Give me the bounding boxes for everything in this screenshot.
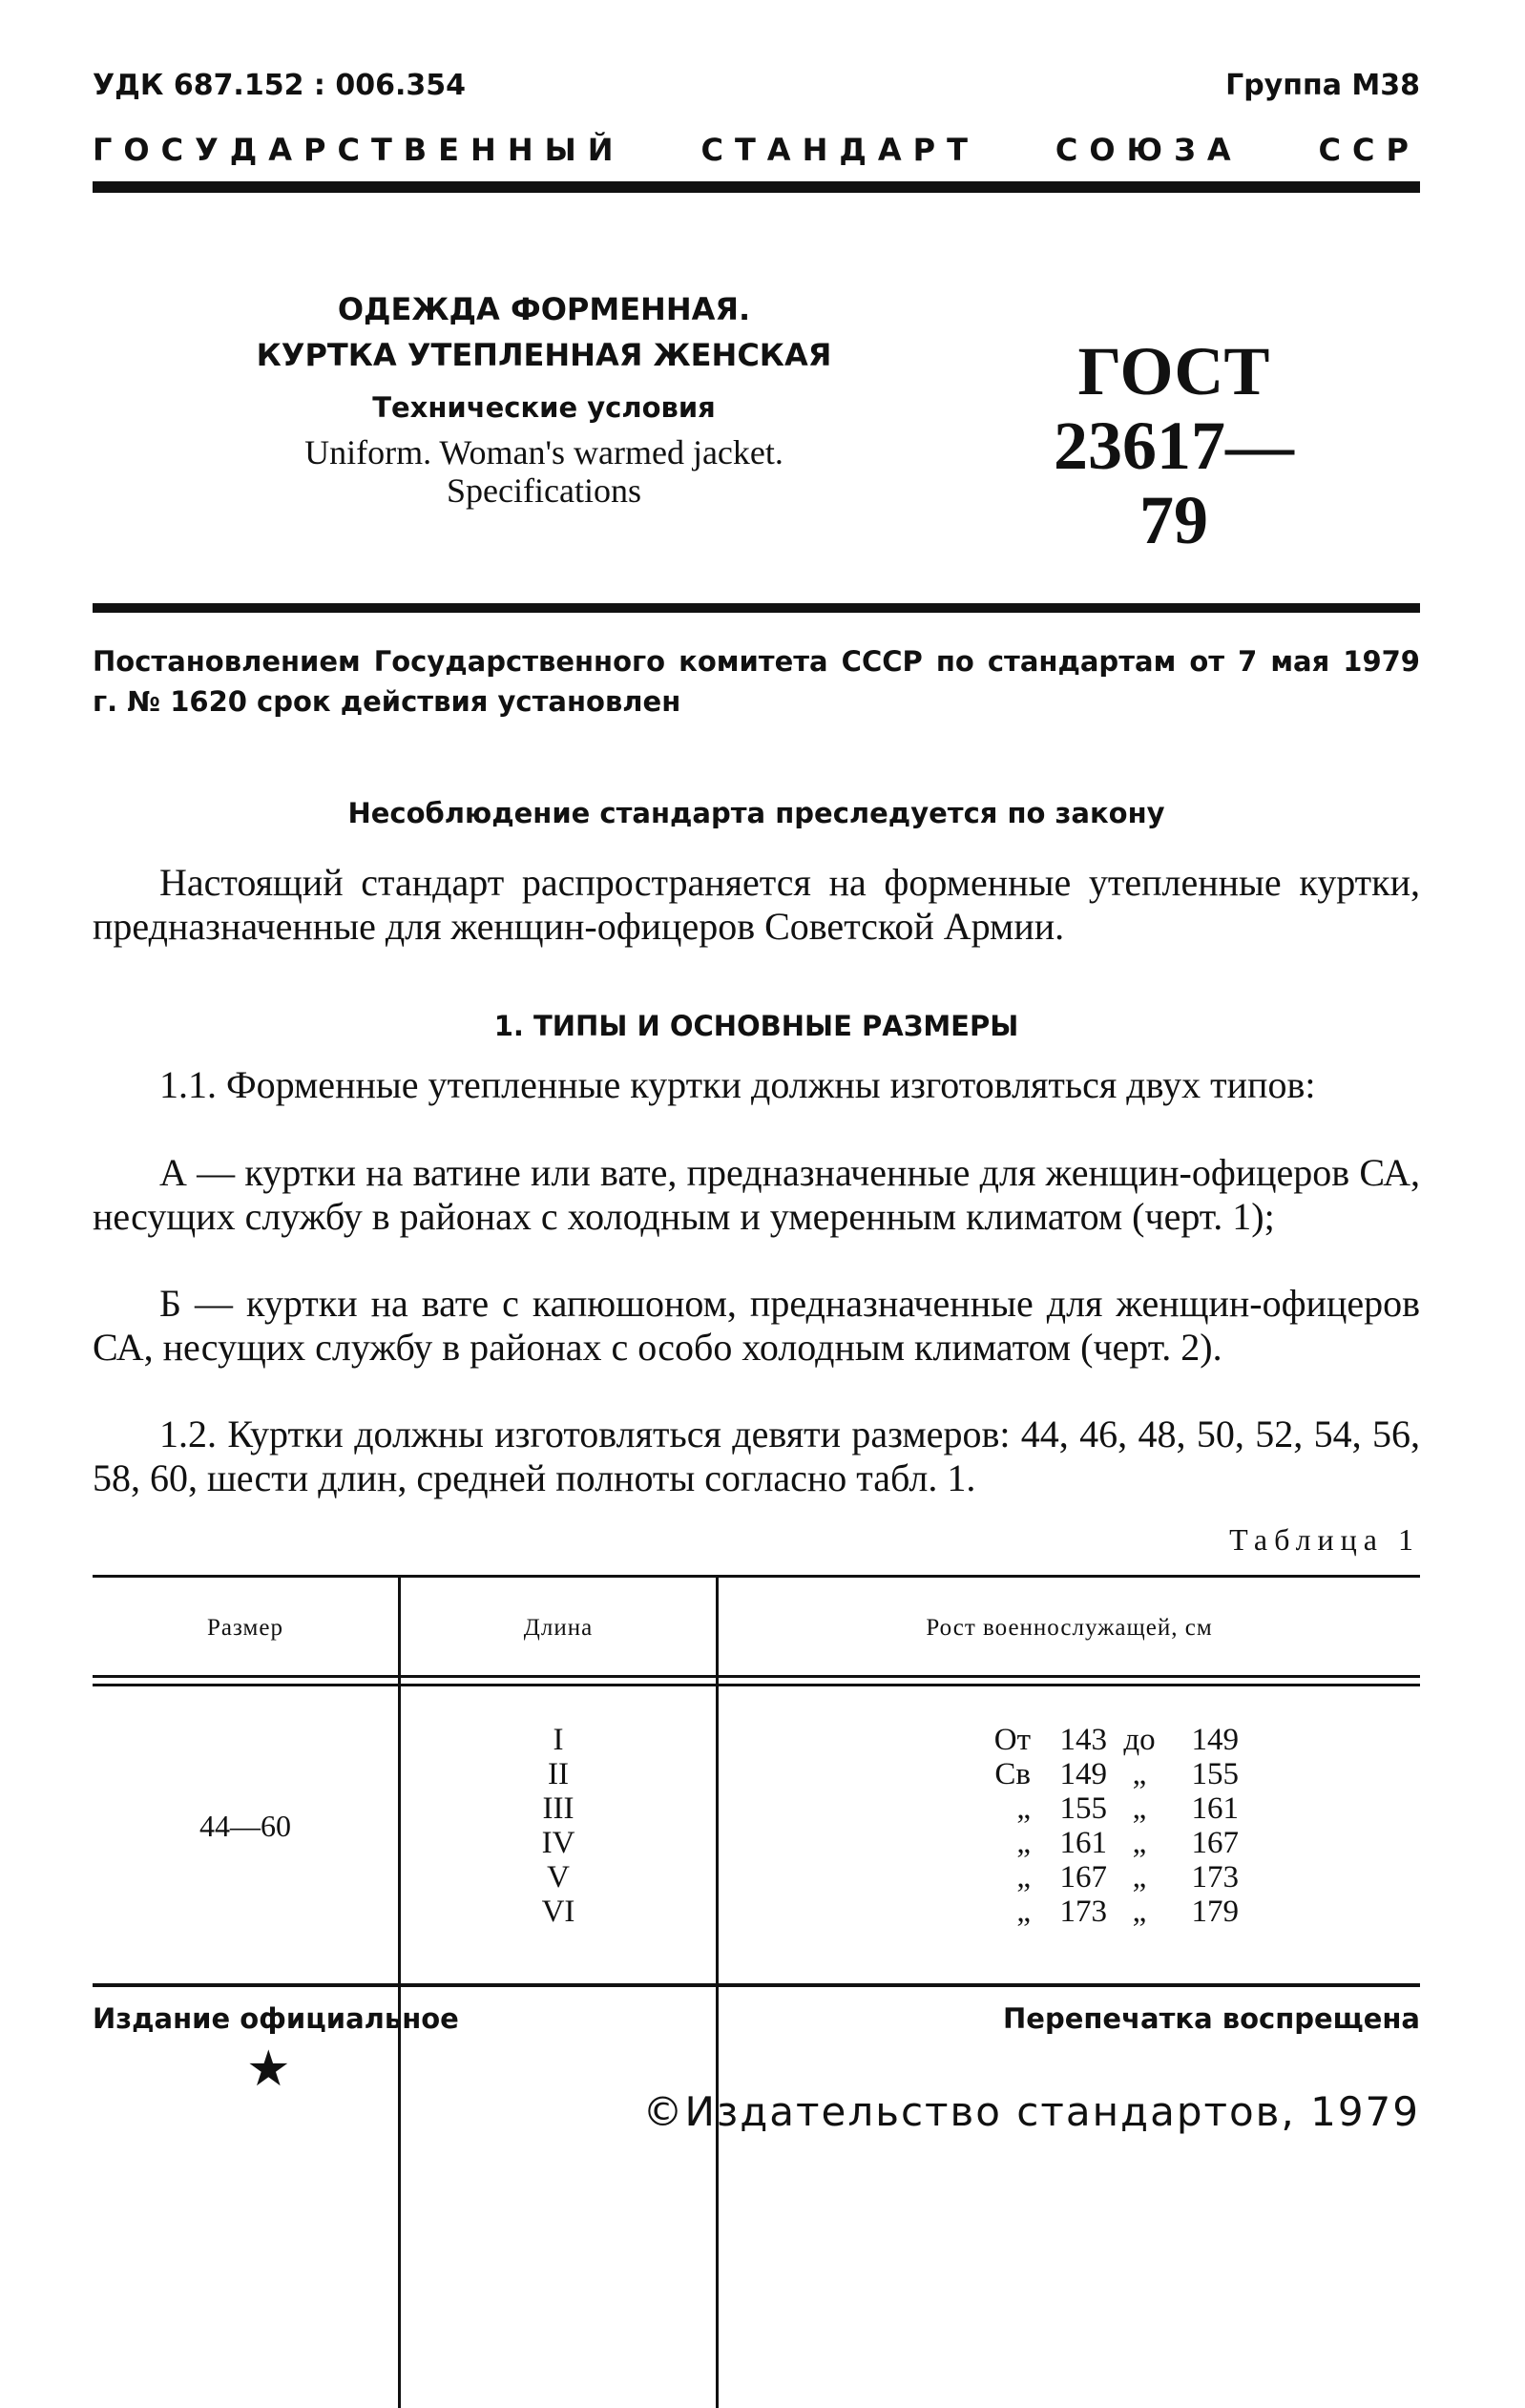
- height-to: 173: [1191, 1860, 1239, 1895]
- english-title-line-1: Uniform. Woman's warmed jacket.: [304, 433, 783, 471]
- height-row: [964, 1791, 1239, 1826]
- gost-number: 23617—79: [1054, 408, 1294, 558]
- paragraph-1-1: 1.1. Форменные утепленные куртки должны изготовляться двух типов:: [159, 1063, 1316, 1106]
- section-1-heading: 1. ТИПЫ И ОСНОВНЫЕ РАЗМЕРЫ: [493, 1010, 1019, 1042]
- length-cell: II: [548, 1757, 569, 1791]
- title-line-2: КУРТКА УТЕПЛЕННАЯ ЖЕНСКАЯ: [256, 337, 832, 373]
- height-sep: до: [1123, 1723, 1156, 1757]
- height-to: 179: [1191, 1895, 1239, 1929]
- header-rule: [93, 181, 1420, 193]
- height-to: 161: [1191, 1791, 1239, 1826]
- height-sep: „: [1132, 1860, 1147, 1895]
- height-from: 167: [1059, 1860, 1107, 1895]
- height-prefix: „: [1016, 1791, 1031, 1826]
- table-column-divider: [716, 1578, 719, 2408]
- height-sep: „: [1132, 1757, 1147, 1791]
- state-standard-word: СОЮЗА: [1055, 132, 1243, 168]
- paragraph-type-b: Б — куртки на вате с капюшоном, предназначенные для женщин-офицеров СА, несущих службу в районах с особо холодным климатом (черт. 2).: [93, 1282, 1420, 1369]
- copyright-notice: ©Издательство стандартов, 1979: [642, 2088, 1420, 2135]
- height-to: 155: [1191, 1757, 1239, 1791]
- table-top-rule: [93, 1575, 1420, 1578]
- height-sep: „: [1132, 1895, 1147, 1929]
- title-rule: [93, 603, 1420, 613]
- state-standard-word: ГОСУДАРСТВЕННЫЙ: [93, 132, 625, 168]
- title-block: [229, 286, 859, 510]
- length-cell: V: [547, 1860, 570, 1895]
- legal-notice: Несоблюдение стандарта преследуется по закону: [347, 797, 1165, 829]
- height-row: [964, 1723, 1239, 1757]
- header-length: Длина: [523, 1615, 594, 1641]
- decree-text: Постановлением Государственного комитета СССР по стандартам от 7 мая 1979 г. № 1620 срок действия установлен: [93, 645, 1420, 718]
- height-row: [964, 1757, 1239, 1791]
- height-prefix: „: [1016, 1826, 1031, 1860]
- height-to: 167: [1191, 1826, 1239, 1860]
- height-from: 149: [1059, 1757, 1107, 1791]
- height-row: [964, 1895, 1239, 1929]
- height-prefix: „: [1016, 1895, 1031, 1929]
- subtitle: Технические условия: [372, 391, 716, 424]
- height-prefix: От: [993, 1723, 1031, 1757]
- size-cell: 44—60: [199, 1809, 291, 1843]
- reprint-prohibited-label: Перепечатка воспрещена: [1003, 2002, 1420, 2035]
- state-standard-heading: [93, 132, 1420, 168]
- title-line-1: ОДЕЖДА ФОРМЕННАЯ.: [337, 291, 751, 327]
- height-prefix: „: [1016, 1860, 1031, 1895]
- height-from: 161: [1059, 1826, 1107, 1860]
- paragraph-1-2: 1.2. Куртки должны изготовляться девяти размеров: 44, 46, 48, 50, 52, 54, 56, 58, 60, шести длин, средней полноты согласно табл. 1.: [93, 1413, 1420, 1499]
- height-from: 143: [1059, 1723, 1107, 1757]
- table-caption: Таблица 1: [1229, 1522, 1420, 1557]
- official-edition-label: Издание официальное: [93, 2002, 459, 2035]
- height-from: 155: [1059, 1791, 1107, 1826]
- height-to: 149: [1191, 1723, 1239, 1757]
- gost-designation: [1050, 334, 1298, 557]
- height-column: [964, 1723, 1239, 1929]
- length-column: [401, 1723, 716, 1929]
- english-title-line-2: Specifications: [447, 471, 641, 510]
- length-cell: IV: [541, 1826, 575, 1860]
- length-cell: I: [553, 1723, 564, 1757]
- gost-label: ГОСТ: [1077, 333, 1270, 409]
- intro-paragraph: Настоящий стандарт распространяется на форменные утепленные куртки, предназначенные для женщин-офицеров Советской Армии.: [93, 861, 1420, 948]
- table-column-divider: [398, 1578, 401, 2408]
- height-prefix: Св: [994, 1757, 1031, 1791]
- header-height: Рост военнослужащей, см: [926, 1615, 1213, 1641]
- state-standard-word: ССР: [1318, 132, 1420, 168]
- state-standard-word: СТАНДАРТ: [700, 132, 979, 168]
- group-code: Группа М38: [1225, 69, 1420, 102]
- table-header-rule: [93, 1684, 1420, 1686]
- height-row: [964, 1860, 1239, 1895]
- table-header-rule: [93, 1675, 1420, 1678]
- height-sep: „: [1132, 1826, 1147, 1860]
- height-from: 173: [1059, 1895, 1107, 1929]
- header-size: Размер: [207, 1615, 283, 1641]
- height-row: [964, 1826, 1239, 1860]
- length-cell: III: [542, 1791, 574, 1826]
- star-icon: ★: [246, 2041, 291, 2098]
- footer-rule: [93, 1983, 1420, 1987]
- height-sep: „: [1132, 1791, 1147, 1826]
- paragraph-type-a: А — куртки на ватине или вате, предназначенные для женщин-офицеров СА, несущих службу в районах с холодным и умеренным климатом (черт. 1);: [93, 1151, 1420, 1238]
- udk-code: УДК 687.152 : 006.354: [93, 69, 466, 102]
- length-cell: VI: [541, 1895, 575, 1929]
